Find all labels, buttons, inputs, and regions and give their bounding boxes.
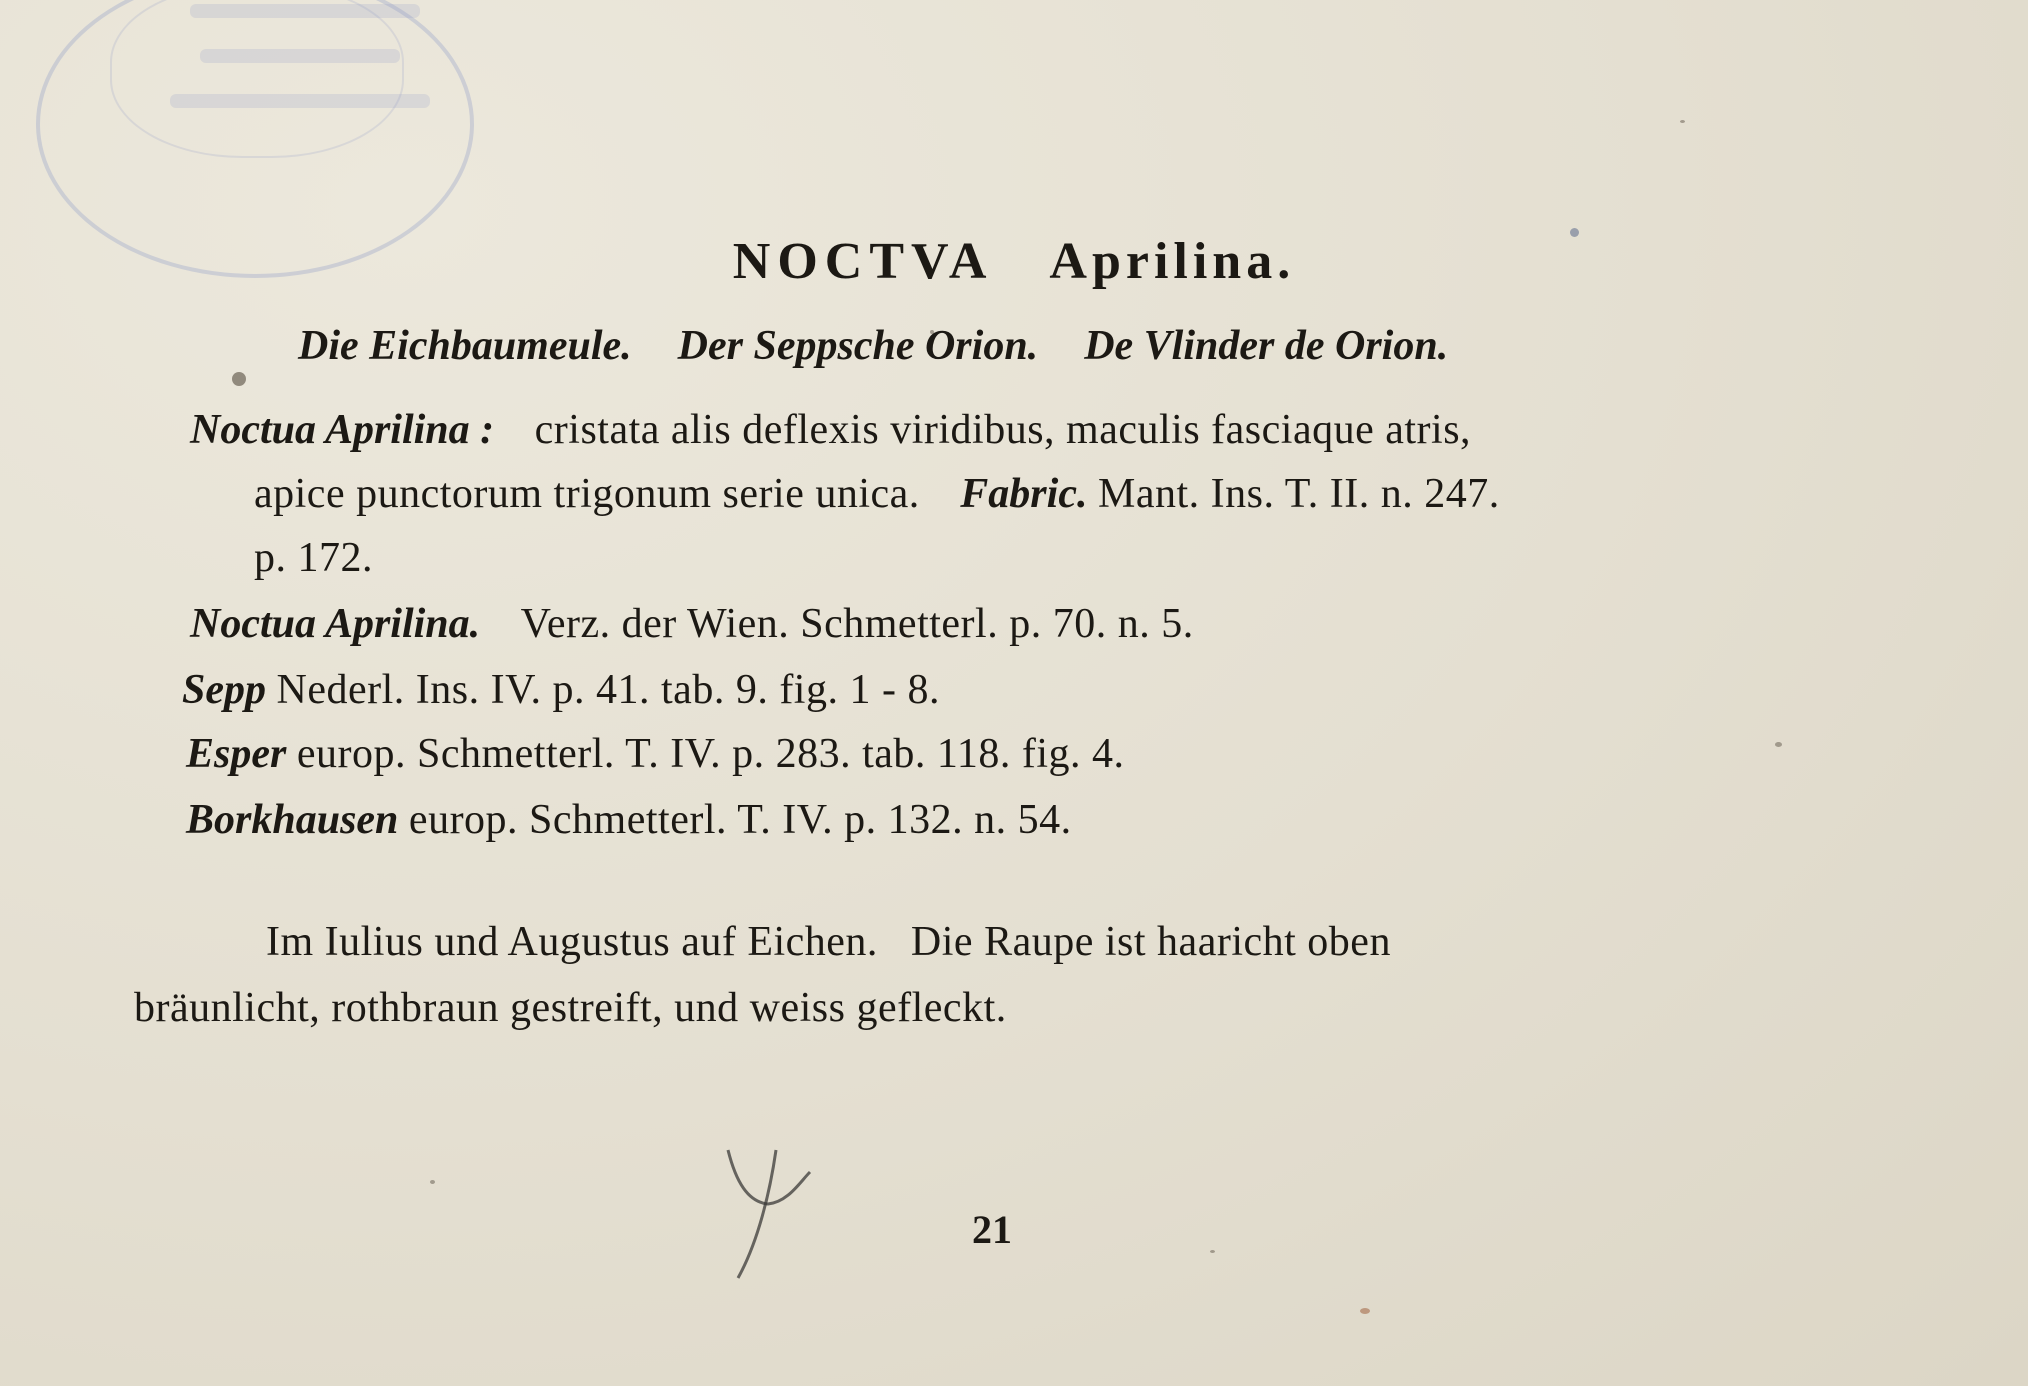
reference-text: cristata alis deflexis viridibus, maculis fasciaque atris,	[534, 407, 1472, 453]
vernacular-names	[298, 322, 1448, 370]
reference-text: europ. Schmetterl. T. IV. p. 132. n. 54.	[408, 797, 1072, 843]
paper-speck	[232, 372, 246, 386]
reference-text: apice punctorum trigonum serie unica.	[254, 471, 920, 517]
paper-speck	[1775, 742, 1782, 747]
reference-borkhausen	[186, 796, 1072, 844]
vernacular-name: De Vlinder de Orion.	[1084, 323, 1449, 369]
reference-fabricius-line-1	[190, 406, 1471, 454]
page-title	[0, 232, 2028, 291]
reference-esper	[186, 730, 1125, 778]
reference-name: Sepp	[182, 667, 266, 713]
reference-text: p. 172.	[254, 535, 373, 581]
library-stamp-text-line	[170, 94, 430, 108]
reference-name: Noctua Aprilina :	[190, 407, 495, 453]
library-stamp-text-line	[190, 4, 420, 18]
library-stamp-text-line	[200, 49, 400, 63]
pencil-mark-icon	[718, 1142, 818, 1282]
page-number: 21	[972, 1207, 1012, 1252]
reference-name: Borkhausen	[186, 797, 399, 843]
library-stamp-inner	[110, 0, 404, 158]
reference-text: Nederl. Ins. IV. p. 41. tab. 9. fig. 1 - 8.	[276, 667, 940, 713]
reference-text: europ. Schmetterl. T. IV. p. 283. tab. 118. fig. 4.	[296, 731, 1125, 777]
reference-fabricius-line-3	[254, 534, 373, 582]
reference-text: Mant. Ins. T. II. n. 247.	[1097, 471, 1500, 517]
title-genus: NOCTVA	[732, 233, 994, 290]
reference-wien	[190, 600, 1194, 648]
vernacular-name: Der Seppsche Orion.	[677, 323, 1039, 369]
reference-author: Fabric.	[960, 471, 1088, 517]
reference-name: Esper	[186, 731, 287, 777]
description-line-2: bräunlicht, rothbraun gestreift, und weiss gefleckt.	[134, 985, 1007, 1031]
description-line-1: Im Iulius und Augustus auf Eichen. Die Raupe ist haaricht oben	[266, 919, 1391, 965]
paper-speck	[430, 1180, 435, 1184]
reference-sepp	[182, 666, 940, 714]
paper-speck	[1210, 1250, 1215, 1253]
paper-speck	[1680, 120, 1685, 123]
reference-name: Noctua Aprilina.	[190, 601, 481, 647]
title-species: Aprilina.	[1049, 233, 1296, 290]
vernacular-name: Die Eichbaumeule.	[298, 323, 632, 369]
paper-speck	[1360, 1308, 1370, 1314]
reference-text: Verz. der Wien. Schmetterl. p. 70. n. 5.	[520, 601, 1194, 647]
reference-fabricius-line-2	[254, 470, 1500, 518]
